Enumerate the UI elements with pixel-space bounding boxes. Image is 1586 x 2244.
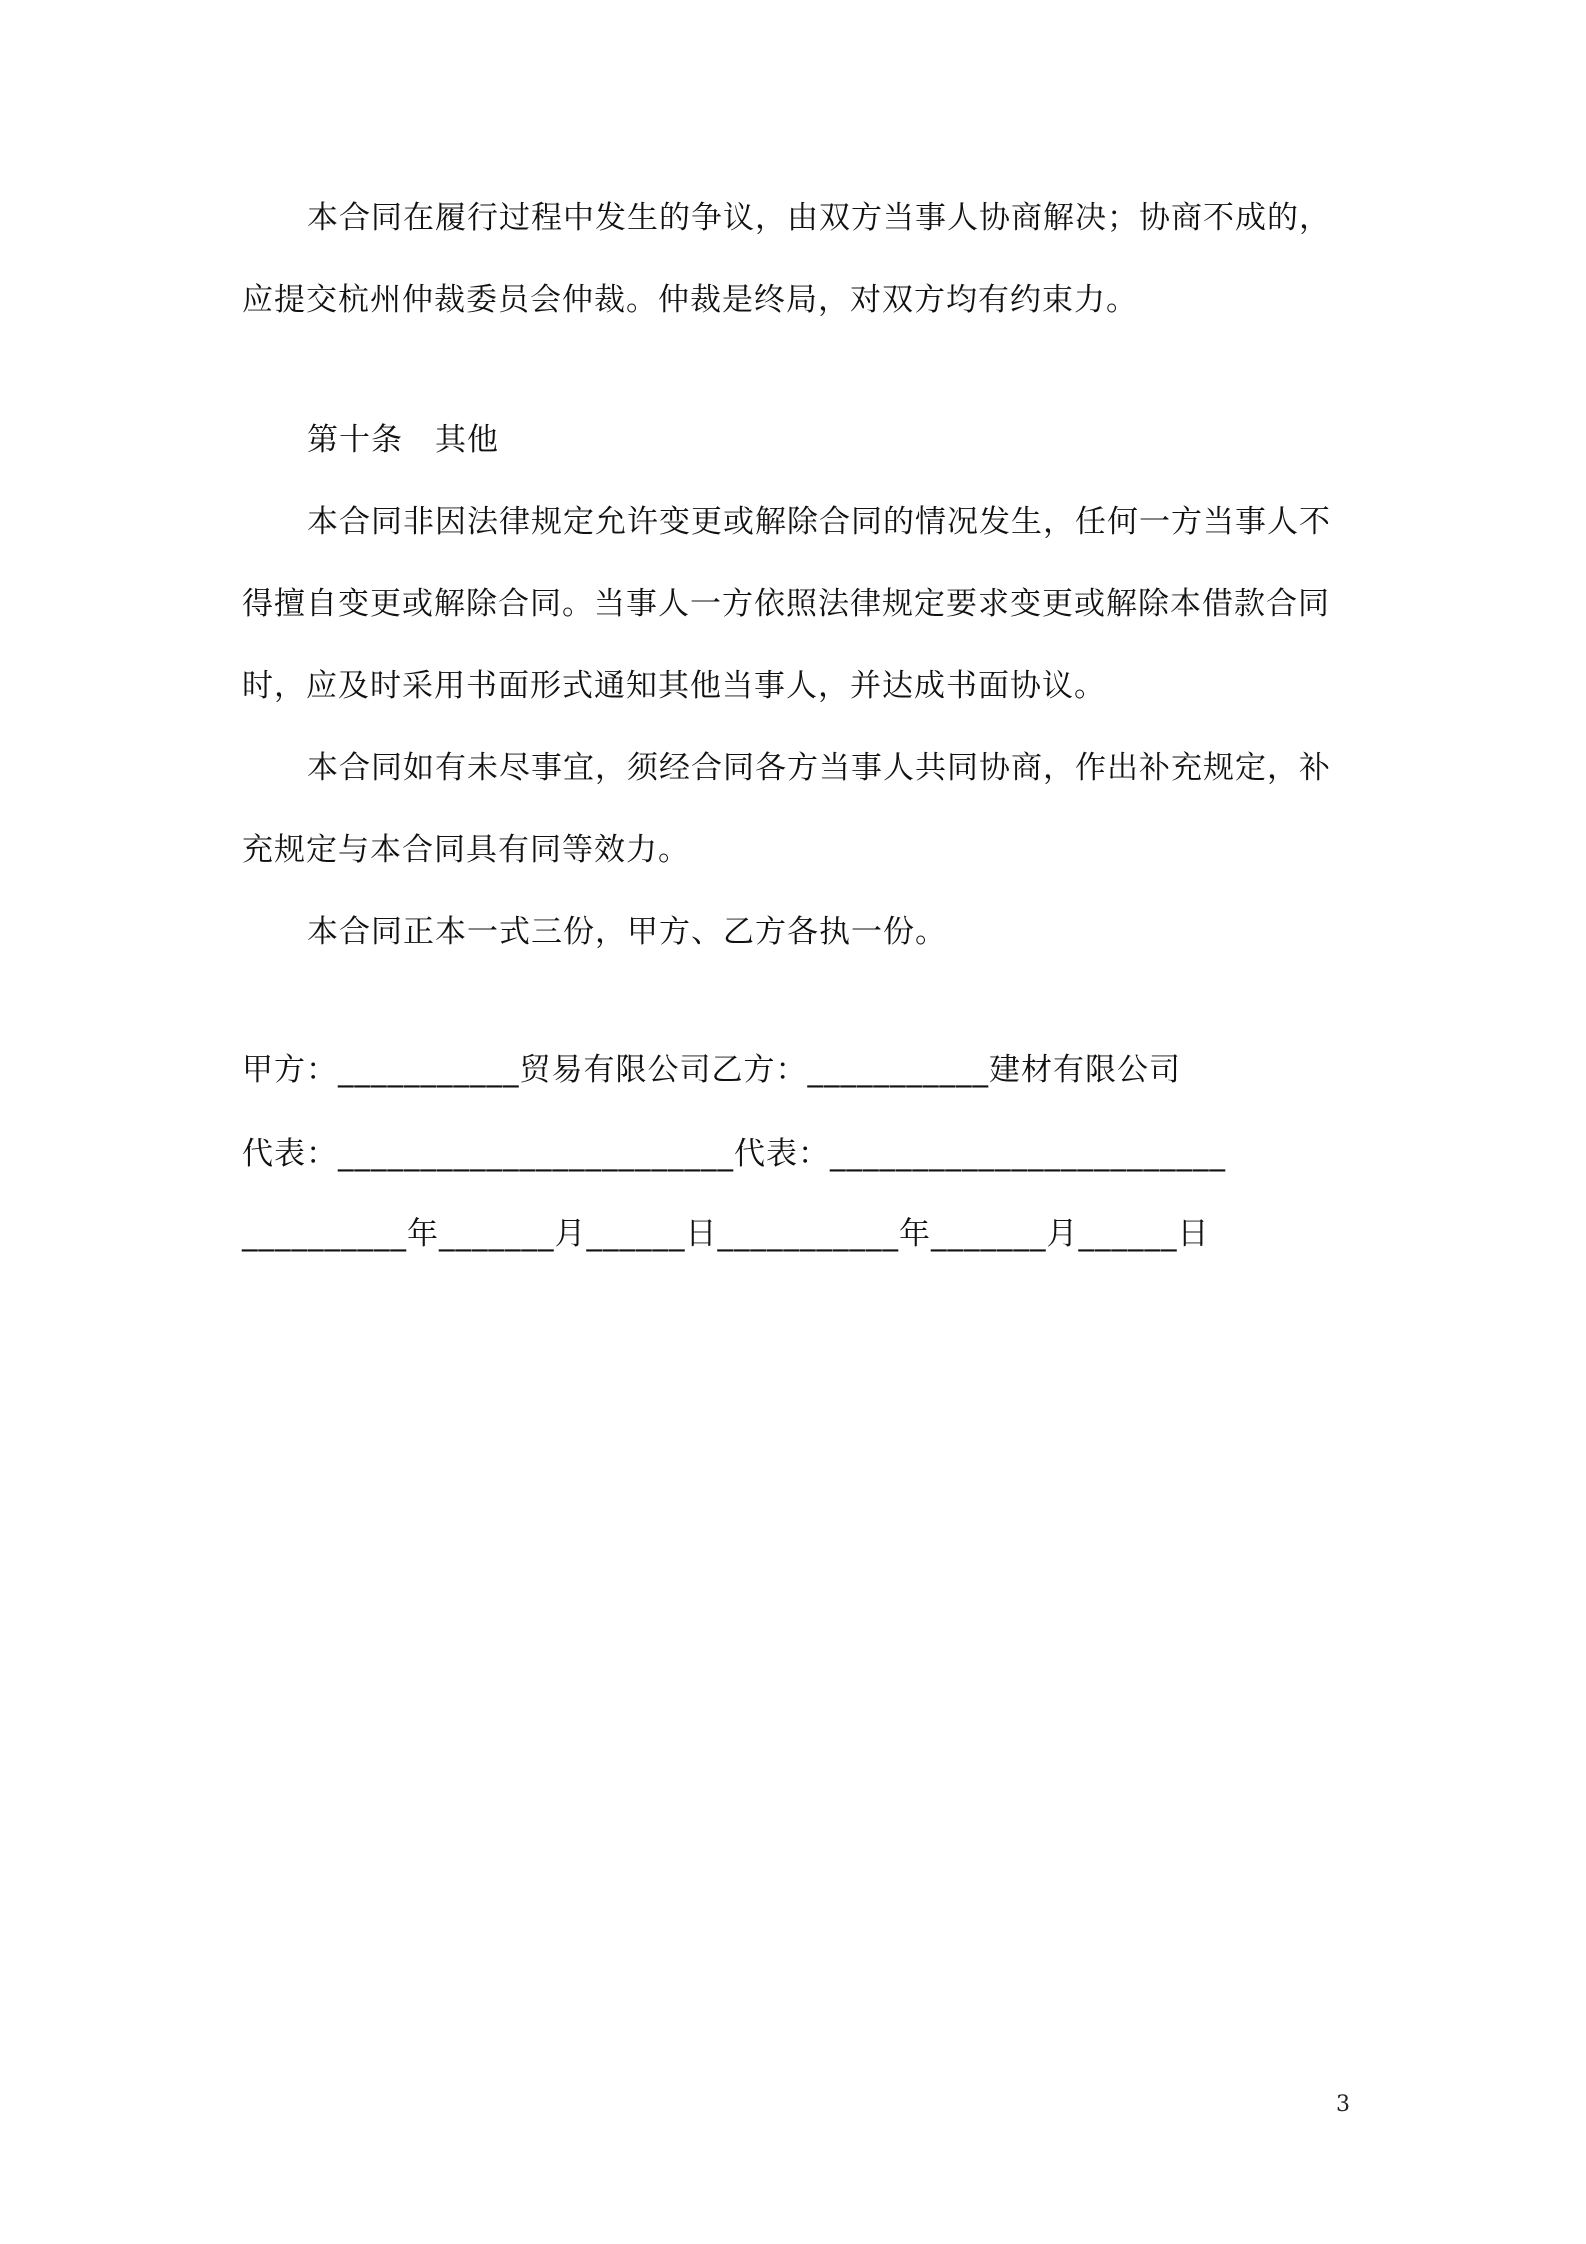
signature-date-line: __________年_______月______日___________年_______月______日 xyxy=(242,1216,1210,1252)
dispute-paragraph-line-2: 应提交杭州仲裁委员会仲裁。仲裁是终局，对双方均有约束力。 xyxy=(242,282,1138,318)
article-10-heading: 第十条 其他 xyxy=(307,422,499,458)
article-10-para-1-line-3: 时，应及时采用书面形式通知其他当事人，并达成书面协议。 xyxy=(242,668,1106,704)
article-10-para-2-line-2: 充规定与本合同具有同等效力。 xyxy=(242,832,690,868)
signature-representatives-line: 代表：________________________代表：________________________ xyxy=(242,1136,1226,1172)
article-10-para-2-line-1: 本合同如有未尽事宜，须经合同各方当事人共同协商，作出补充规定，补 xyxy=(307,750,1331,786)
article-10-para-1-line-2: 得擅自变更或解除合同。当事人一方依照法律规定要求变更或解除本借款合同 xyxy=(242,586,1330,622)
page-number: 3 xyxy=(1336,2092,1350,2117)
article-10-para-1-line-1: 本合同非因法律规定允许变更或解除合同的情况发生，任何一方当事人不 xyxy=(307,504,1331,540)
signature-parties-line: 甲方：___________贸易有限公司乙方：___________建材有限公司 xyxy=(242,1052,1181,1088)
dispute-paragraph-line-1: 本合同在履行过程中发生的争议，由双方当事人协商解决；协商不成的， xyxy=(307,200,1331,236)
article-10-para-3-line-1: 本合同正本一式三份，甲方、乙方各执一份。 xyxy=(307,914,947,950)
